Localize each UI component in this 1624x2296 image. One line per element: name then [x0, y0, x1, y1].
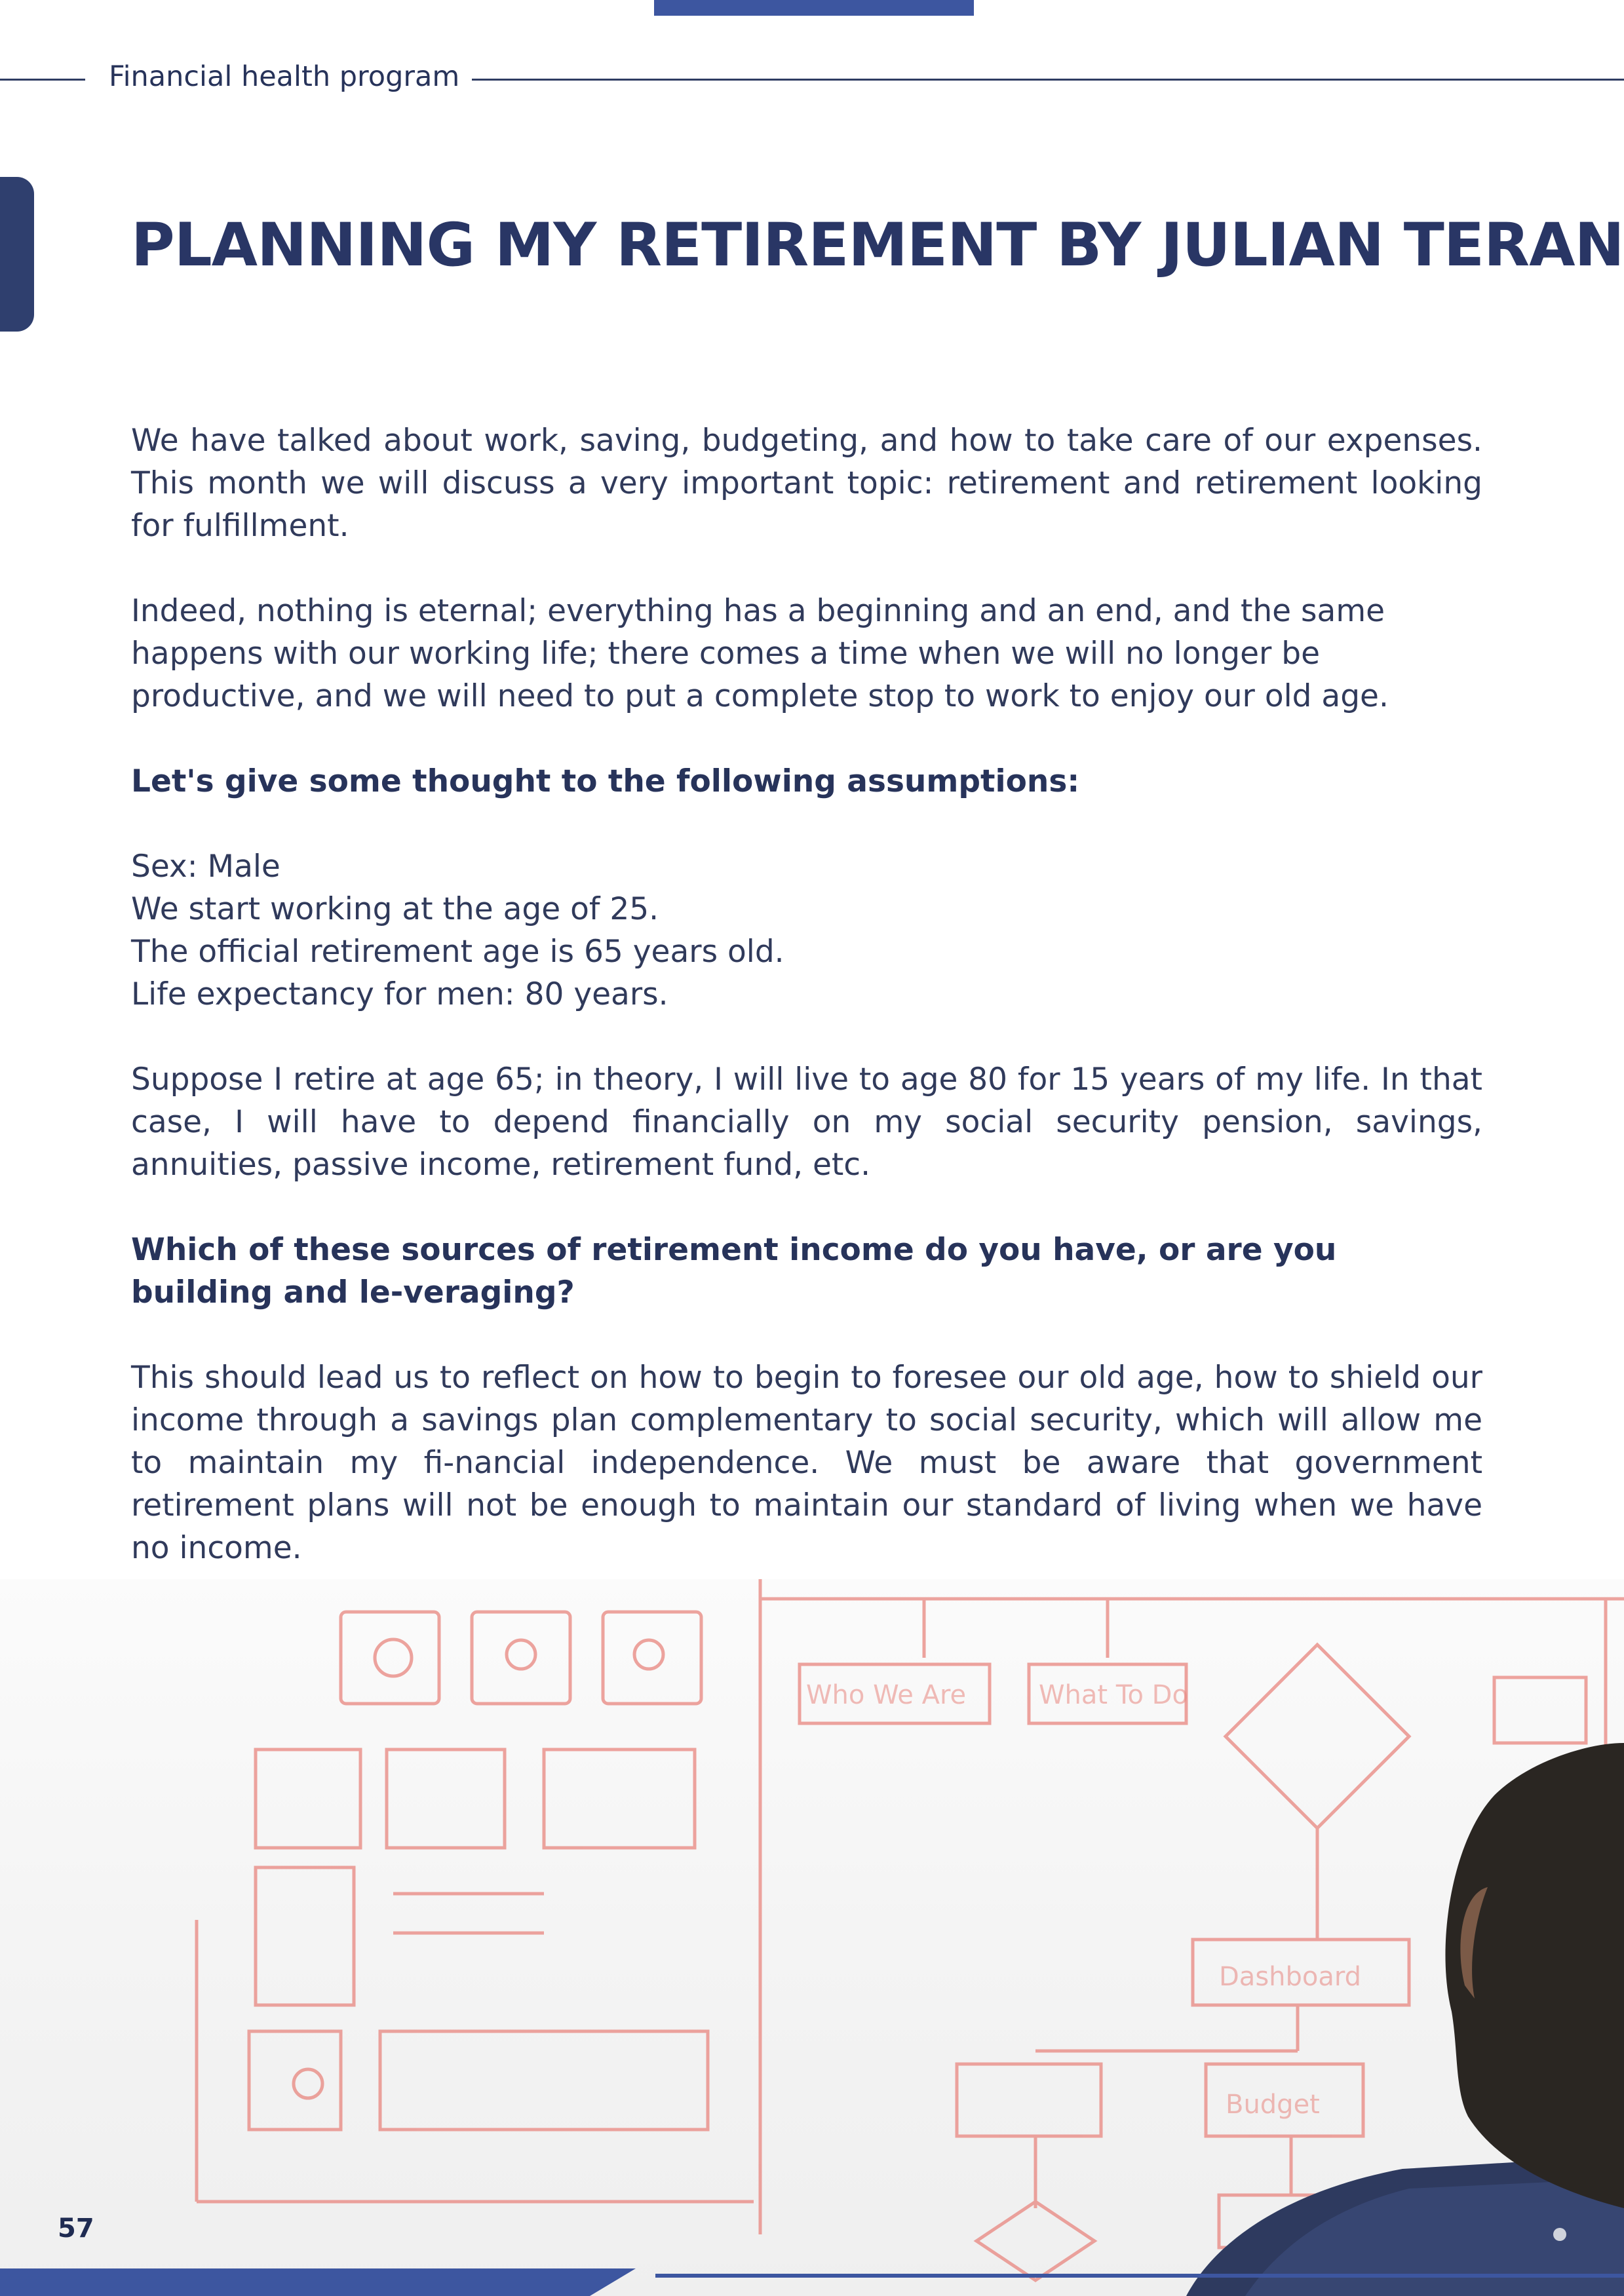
- footer-accent-bar: [0, 2268, 590, 2296]
- page-title: PLANNING MY RETIREMENT BY JULIAN TERAN: [131, 211, 1624, 280]
- assumption-item: Life expectancy for men: 80 years.: [131, 976, 668, 1012]
- footer-accent-bar-cap: [590, 2268, 636, 2296]
- footer-accent-line: [655, 2274, 1624, 2278]
- eternal-paragraph: Indeed, nothing is eternal; everything has a beginning and an end, and the same happens with our working life; there comes a time when we will no longer be productive, and we will need to put a complete stop to work to enjoy our old age.: [131, 593, 1389, 714]
- intro-paragraph: We have talked about work, saving, budgeting, and how to take care of our expenses. This month we will discuss a very important topic: retirement and retirement looking for fulfillment.: [131, 423, 1482, 544]
- whiteboard-label: What To Do: [1039, 1680, 1188, 1710]
- person-figure: [1186, 1743, 1624, 2296]
- income-sources-question: Which of these sources of retirement income do you have, or are you building and le-veraging?: [131, 1232, 1337, 1311]
- top-accent-tab: [654, 0, 974, 16]
- running-header: Financial health program: [109, 60, 460, 93]
- side-accent-tab: [0, 177, 34, 332]
- assumption-item: The official retirement age is 65 years old.: [131, 934, 784, 970]
- assumptions-list: [131, 845, 1482, 1016]
- reflection-paragraph: This should lead us to reflect on how to begin to foresee our old age, how to shield our income through a savings plan complementary to social security, which will allow me to maintain my fi-nancial independence. We must be aware that government retirement plans will not be enough to maintain our standard of living when we have no income.: [131, 1360, 1482, 1566]
- retirement-scenario-paragraph: Suppose I retire at age 65; in theory, I will live to age 80 for 15 years of my life. In that case, I will have to depend financially on my social security pension, savings, annuities, passive income, retirement fund, etc.: [131, 1062, 1482, 1183]
- whiteboard-label: Dashboard: [1219, 1962, 1362, 1992]
- whiteboard-label: Who We Are: [806, 1680, 967, 1710]
- assumptions-heading: Let's give some thought to the following assumptions:: [131, 763, 1080, 799]
- whiteboard-photo: [0, 1579, 1624, 2296]
- page-number: 57: [58, 2213, 94, 2244]
- whiteboard-label: Budget: [1226, 2090, 1320, 2120]
- article-body: [131, 419, 1482, 1612]
- header-rule-left: [0, 79, 85, 81]
- header-rule-right: [472, 79, 1624, 81]
- whiteboard-sketch: [0, 1579, 1624, 2296]
- assumption-item: We start working at the age of 25.: [131, 891, 659, 927]
- assumption-item: Sex: Male: [131, 849, 280, 885]
